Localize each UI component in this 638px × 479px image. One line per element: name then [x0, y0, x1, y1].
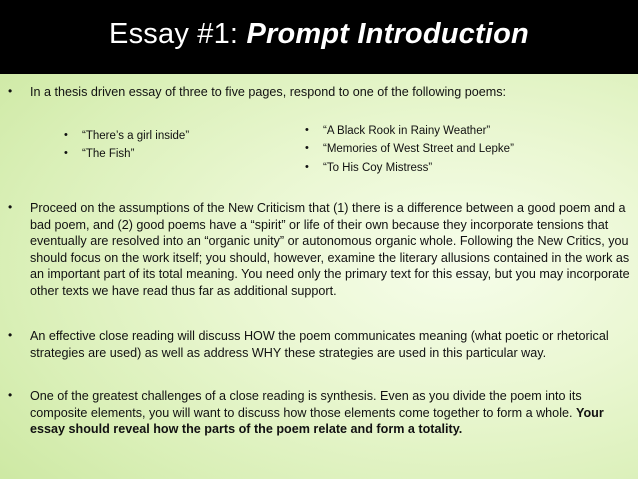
poem-item: [305, 159, 514, 177]
bullet-dot: •: [8, 84, 13, 98]
bullet-dot: •: [64, 129, 68, 141]
criticism-text: Proceed on the assumptions of the New Criticism that (1) there is a difference between a good poem and a bad poem, and (2) good poems have a “spirit” or life of their own because they incorporate tensions that eventually are resolved into an “organic unity” or autonomous organic whole. Following the New Critics, you should focus on the work itself; you should, however, examine the literary allusions contained in the work as an important part of its total meaning. You need only the primary text for this essay, but you may incorporate other texts we have read thus far as additional support.: [30, 201, 630, 299]
close-reading-text: An effective close reading will discuss HOW the poem communicates meaning (what poetic or rhetorical strategies are used) as well as address WHY these strategies are used in this particular way.: [30, 329, 609, 360]
bullet-dot: •: [305, 124, 309, 136]
bullet-dot: •: [64, 147, 68, 160]
poem-title: “To His Coy Mistress”: [323, 161, 433, 174]
poem-title: “The Fish”: [82, 148, 135, 161]
poem-item: [64, 145, 189, 163]
bullet-dot: •: [305, 160, 309, 173]
bullet-dot: •: [8, 388, 13, 402]
intro-text: In a thesis driven essay of three to five pages, respond to one of the following poems:: [30, 85, 507, 99]
poem-title: “There’s a girl inside”: [82, 130, 190, 142]
poem-item: [305, 122, 514, 140]
poem-list-left: [64, 127, 189, 164]
poem-item: [305, 140, 514, 158]
poem-list-right: [305, 122, 514, 177]
poem-title: “A Black Rook in Rainy Weather”: [323, 125, 491, 137]
poem-title: “Memories of West Street and Lepke”: [323, 143, 514, 156]
title-prefix: Essay #1:: [109, 17, 247, 50]
title-bar: [0, 0, 638, 74]
synthesis-bold: Your essay should reveal how the parts of the poem relate and form a totality.: [30, 405, 604, 437]
bullet-dot: •: [305, 142, 309, 155]
synthesis-plain: One of the greatest challenges of a close reading is synthesis. Even as you divide the poem into its composite elements, you will want to discuss how those elements come together to form a whole.: [30, 389, 582, 420]
poem-item: [64, 127, 189, 145]
bullet-dot: •: [8, 328, 13, 342]
title-emphasis: Prompt Introduction: [246, 17, 529, 50]
slide-title: [109, 18, 529, 51]
bullet-dot: •: [8, 200, 13, 214]
synthesis-text: [30, 388, 630, 438]
